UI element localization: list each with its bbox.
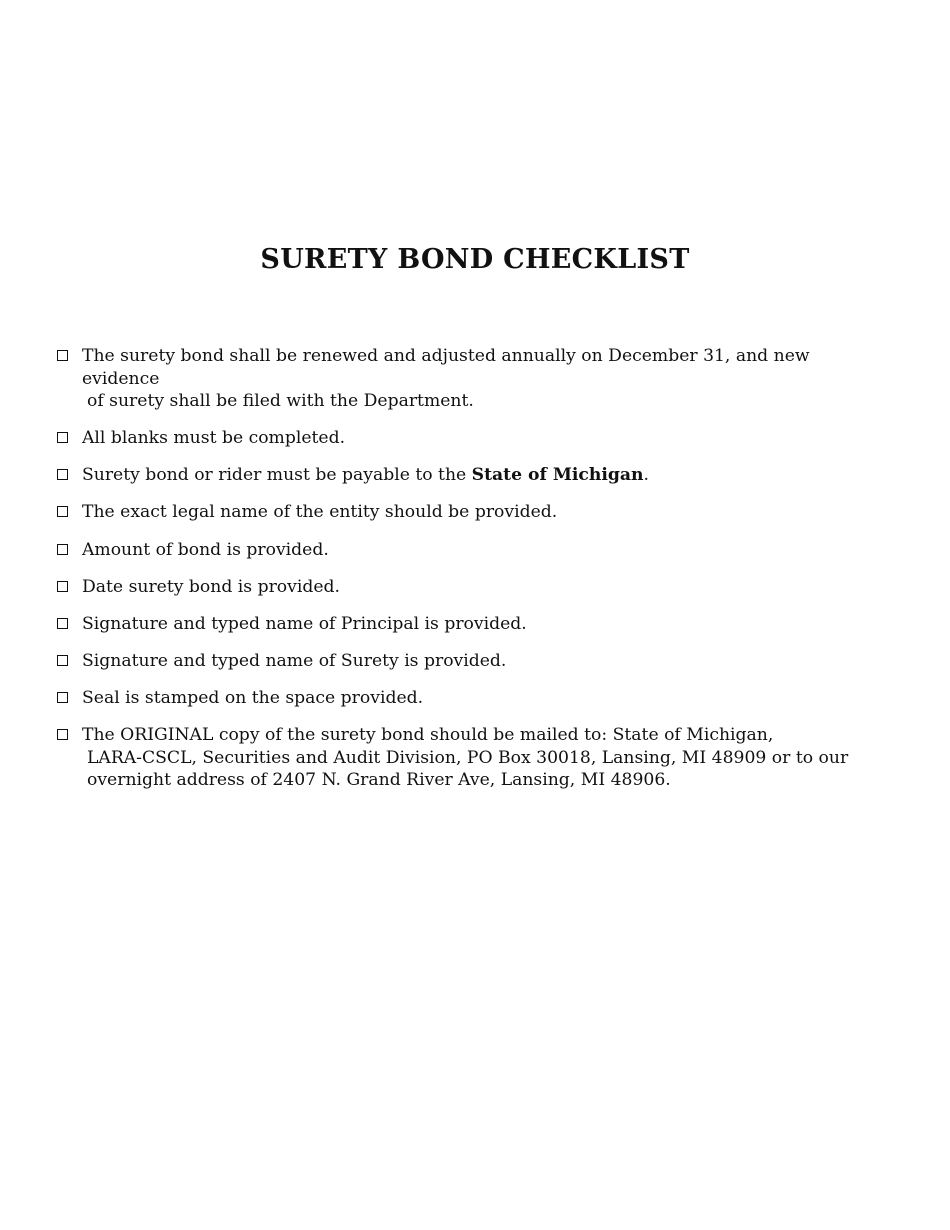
checklist-item-text-pre: Surety bond or rider must be payable to the [82, 465, 472, 486]
checklist-item [57, 613, 887, 636]
checklist-item [57, 576, 887, 599]
checklist-item [57, 724, 887, 792]
checkbox[interactable] [57, 432, 68, 443]
checklist-item-text [82, 465, 649, 485]
mailing-address-line: LARA-CSCL, Securities and Audit Division, PO Box 30018, Lansing, MI 48909 or to our [87, 747, 849, 768]
checklist-item [57, 427, 887, 450]
checkbox[interactable] [57, 692, 68, 703]
checklist-item-text: All blanks must be completed. [82, 428, 346, 449]
checkbox[interactable] [57, 618, 68, 629]
page-title: SURETY BOND CHECKLIST [260, 244, 690, 275]
checkbox[interactable] [57, 729, 68, 740]
checklist-item [57, 464, 887, 487]
checklist-item [57, 501, 887, 524]
checklist-item-text: Signature and typed name of Principal is provided. [82, 613, 527, 634]
payee-name: State of Michigan [471, 465, 644, 486]
checkbox[interactable] [57, 469, 68, 480]
checklist-item-text: The exact legal name of the entity should be provided. [82, 502, 558, 523]
checklist-item-text: Seal is stamped on the space provided. [82, 687, 424, 708]
checklist-item-text: The ORIGINAL copy of the surety bond should be mailed to: State of Michigan, [82, 725, 774, 746]
checkbox[interactable] [57, 544, 68, 555]
checklist-item-text: Date surety bond is provided. [82, 576, 341, 597]
checkbox[interactable] [57, 350, 68, 361]
checklist-item [57, 650, 887, 673]
checklist-item [57, 687, 887, 710]
checklist-item-text-continued: of surety shall be filed with the Department. [87, 391, 474, 412]
checklist-item [57, 345, 887, 413]
overnight-address-line: overnight address of 2407 N. Grand River Ave, Lansing, MI 48906. [87, 770, 671, 791]
checkbox[interactable] [57, 655, 68, 666]
checklist-item-text: The surety bond shall be renewed and adjusted annually on December 31, and new evidence [82, 346, 810, 389]
checklist-item [57, 539, 887, 562]
checklist [57, 345, 887, 806]
checkbox[interactable] [57, 506, 68, 517]
checklist-item-text: Signature and typed name of Surety is provided. [82, 650, 507, 671]
checklist-item-text-post: . [643, 465, 650, 486]
checkbox[interactable] [57, 581, 68, 592]
checklist-item-text: Amount of bond is provided. [82, 539, 329, 560]
